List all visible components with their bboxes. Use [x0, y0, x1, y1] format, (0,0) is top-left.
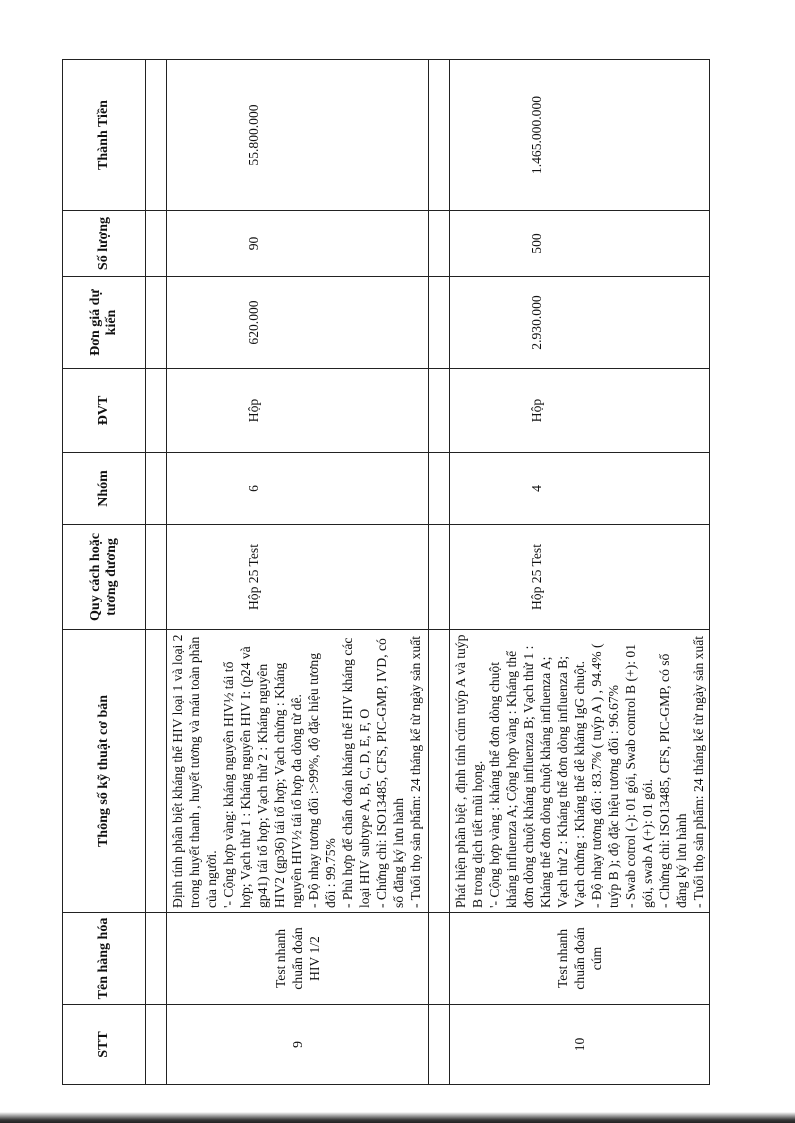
- row-price: 2.930.000: [450, 277, 710, 369]
- header-unit: ĐVT: [63, 369, 146, 453]
- header-pack: Quy cách hoặc tương đương: [63, 525, 146, 630]
- rotated-table-frame: [62, 60, 706, 1085]
- spec-line: '- Cộng hợp vàng : kháng thể đơn dòng chuột kháng influenza A; Cộng hợp vàng : Kháng thể đơn dòng chuột kháng influenza B; Vạch thử 1 : Kháng thể đơn dòng chuột kháng influenza A; Vạch thử 2 : Kháng thể đơn dòng influenza B; Vạch chứng : Kháng thể dê kháng IgG chuột.: [487, 645, 587, 908]
- header-price: Đơn giá dự kiến: [63, 277, 146, 369]
- spec-line: - Độ nhạy tương đối :>99%, độ đặc hiệu tương đối : 99.75%: [306, 653, 338, 908]
- header-name: Tên hàng hóa: [63, 913, 146, 1005]
- row-spec: [167, 630, 429, 913]
- spec-line: - Chứng chỉ: ISO13485, CFS, PIC-GMP, IVD, có số đăng ký lưu hành: [374, 638, 406, 908]
- row-unit: Hộp: [450, 369, 710, 453]
- spacer-row: [429, 60, 450, 1085]
- spec-line: - Phù hợp để chẩn đoán kháng thể HIV kháng các loại HIV subtype A, B, C, D, E, F, O: [340, 637, 372, 908]
- row-stt: 10: [450, 1005, 710, 1085]
- row-total: 1.465.000.000: [450, 60, 710, 211]
- row-unit: Hộp: [167, 369, 429, 453]
- spec-line: '- Cộng hợp vàng: kháng nguyên HIV½ tái tổ hợp; Vạch thử 1 : Kháng nguyên HIV I: (p24 và gp41) tái tổ hợp; Vạch thử 2 : Kháng nguyên HIV2 (gp36) tái tổ hợp; Vạch chứng : Kháng nguyên HIV½ tái tổ hợp đa dòng từ dê.: [221, 646, 304, 908]
- row-pack: Hộp 25 Test: [167, 525, 429, 630]
- header-spec: Thông số kỹ thuật cơ bản: [63, 630, 146, 913]
- header-stt: STT: [63, 1005, 146, 1085]
- row-spec: [450, 630, 710, 913]
- spec-line: - Độ nhạy tương đối : 83.7% ( tuýp A ) , 94.4% ( tuýp B ); độ đặc hiệu tương đối : 96.67%: [589, 643, 621, 908]
- row-name: Test nhanh chuẩn đoán HIV 1/2: [167, 913, 429, 1005]
- spec-line: - Swab cotrol (-): 01 gói, Swab control B (+): 01 gói, swab A (+): 01 gói.: [623, 643, 655, 908]
- row-pack: Hộp 25 Test: [450, 525, 710, 630]
- row-total: 55.800.000: [167, 60, 429, 211]
- header-row: [63, 60, 146, 1085]
- spec-line: Phát hiện phân biệt , định tính cúm tuýp A và tuýp B trong dịch tiết mũi họng.: [453, 634, 485, 908]
- row-name: Test nhanh chuẩn đoán cúm: [450, 913, 710, 1005]
- spec-line: - Tuổi thọ sản phẩm: 24 tháng kể từ ngày sản xuất: [408, 635, 423, 908]
- row-price: 620.000: [167, 277, 429, 369]
- row-qty: 500: [450, 211, 710, 277]
- spec-line: Định tính phân biệt kháng thể HIV loại 1 và loại 2 trong huyết thanh , huyết tương và máu toàn phần của người.: [170, 634, 219, 908]
- row-group: 4: [450, 453, 710, 525]
- table-row: [167, 60, 429, 1085]
- row-qty: 90: [167, 211, 429, 277]
- row-group: 6: [167, 453, 429, 525]
- table-row: [450, 60, 710, 1085]
- row-stt: 9: [167, 1005, 429, 1085]
- spec-line: - Chứng chỉ: ISO13485, CFS, PIC-GMP, có số đăng ký lưu hành: [657, 653, 689, 908]
- spec-line: - Tuổi thọ sản phẩm: 24 tháng kể từ ngày sản xuất: [691, 635, 706, 908]
- goods-table: [62, 59, 710, 1085]
- header-group: Nhóm: [63, 453, 146, 525]
- header-qty: Số lượng: [63, 211, 146, 277]
- scan-edge-shadow: [0, 1112, 795, 1123]
- header-total: Thành Tiền: [63, 60, 146, 211]
- spacer-row: [146, 60, 167, 1085]
